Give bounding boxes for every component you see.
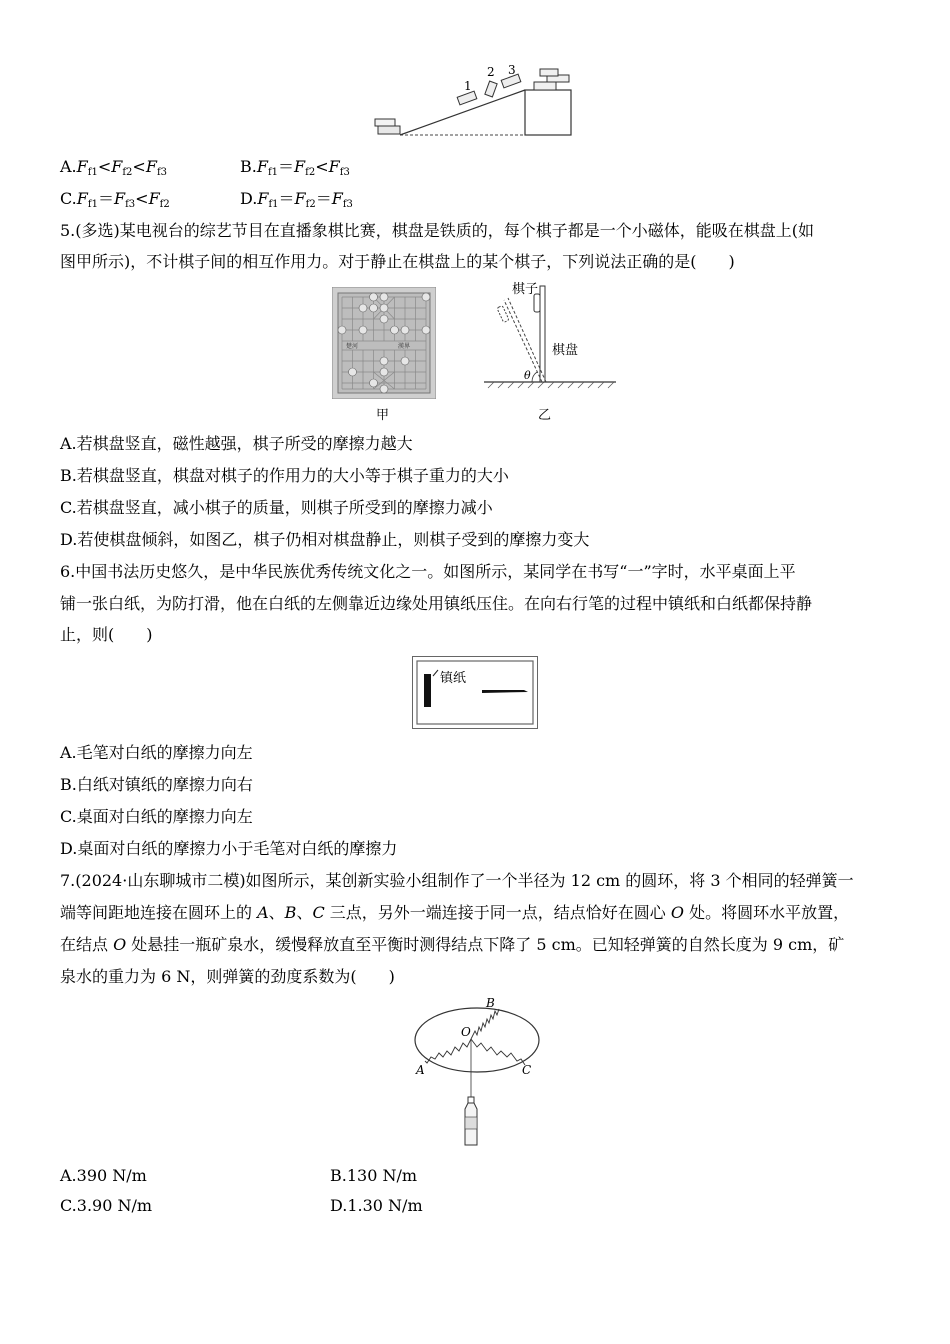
q6-option-c: C.桌面对白纸的摩擦力向左 [60, 807, 253, 826]
q7-option-d: D.1.30 N/m [330, 1196, 423, 1215]
q6-option-b: B.白纸对镇纸的摩擦力向右 [60, 775, 253, 794]
q7-stem-line-2: 端等间距地连接在圆环上的 A、B、C 三点，另外一端连接于同一点，结点恰好在圆心 O 处。将圆环水平放置， [60, 903, 850, 922]
q5-option-a: A.若棋盘竖直，磁性越强，棋子所受的摩擦力越大 [60, 434, 413, 453]
ring-label-b: B [486, 996, 495, 1010]
figure-a-caption: 甲 [376, 408, 390, 423]
paperweight-figure [412, 656, 538, 729]
q7-stem-line-4: 泉水的重力为 6 N，则弹簧的劲度系数为( ) [60, 967, 395, 986]
q7-option-a: A.390 N/m [60, 1166, 147, 1185]
q7-option-c: C.3.90 N/m [60, 1196, 153, 1215]
q6-stem-line-3: 止，则( ) [60, 625, 153, 644]
q4-option-b: $B.F_{f1}=F_{f2}<F_{f3}$ [240, 157, 350, 178]
board-text-hanjie: 漢界 [398, 343, 411, 350]
slope-label-1: 1 [464, 79, 472, 93]
q7-stem-line-3: 在结点 O 处悬挂一瓶矿泉水，缓慢释放直至平衡时测得结点下降了 5 cm。已知轻弹簧的自然长度为 9 cm，矿 [60, 935, 845, 954]
q6-option-d: D.桌面对白纸的摩擦力小于毛笔对白纸的摩擦力 [60, 839, 398, 858]
paperweight-label: 镇纸 [440, 671, 467, 686]
ring-spring-figure [405, 995, 555, 1150]
q6-stem-line-2: 铺一张白纸，为防打滑，他在白纸的左侧靠近边缘处用镇纸压住。在向右行笔的过程中镇纸和白纸都保持静 [60, 594, 813, 613]
slope-figure [370, 62, 580, 140]
q4-option-a: $A.F_{f1}<F_{f2}<F_{f3}$ [60, 157, 168, 178]
q7-option-b: B.130 N/m [330, 1166, 418, 1185]
tilted-board-figure [480, 280, 620, 390]
chessboard-figure [332, 287, 436, 399]
q4-option-c: $C.F_{f1}=F_{f3}<F_{f2}$ [60, 189, 170, 210]
ring-label-o: O [461, 1025, 471, 1039]
q5-option-b: B.若棋盘竖直，棋盘对棋子的作用力的大小等于棋子重力的大小 [60, 466, 509, 485]
figure-b-caption: 乙 [538, 408, 552, 423]
q5-option-d: D.若使棋盘倾斜，如图乙，棋子仍相对棋盘静止，则棋子受到的摩擦力变大 [60, 530, 590, 549]
ring-label-a: A [416, 1063, 425, 1077]
q6-stem-line-1: 6.中国书法历史悠久，是中华民族优秀传统文化之一。如图所示，某同学在书写“一”字时，水平桌面上平 [60, 562, 796, 581]
figure-b-angle: θ [524, 369, 531, 382]
q6-option-a: A.毛笔对白纸的摩擦力向左 [60, 743, 253, 762]
figure-b-piece-label: 棋子 [512, 282, 539, 297]
q5-option-c: C.若棋盘竖直，减小棋子的质量，则棋子所受到的摩擦力减小 [60, 498, 493, 517]
q5-stem-line-2: 图甲所示)，不计棋子间的相互作用力。对于静止在棋盘上的某个棋子，下列说法正确的是( ) [60, 252, 735, 271]
slope-label-2: 2 [487, 65, 495, 79]
q4-option-d: $D.F_{f1}=F_{f2}=F_{f3}$ [240, 189, 353, 210]
board-text-chuhe: 楚河 [346, 343, 359, 350]
q5-stem-line-1: 5.(多选)某电视台的综艺节目在直播象棋比赛，棋盘是铁质的，每个棋子都是一个小磁体，能吸在棋盘上(如 [60, 221, 814, 240]
slope-label-3: 3 [508, 63, 516, 77]
q7-stem-line-1: 7.(2024·山东聊城市二模)如图所示，某创新实验小组制作了一个半径为 12 cm 的圆环，将 3 个相同的轻弹簧一 [60, 871, 854, 890]
figure-b-board-label: 棋盘 [552, 343, 579, 358]
ring-label-c: C [522, 1063, 532, 1077]
